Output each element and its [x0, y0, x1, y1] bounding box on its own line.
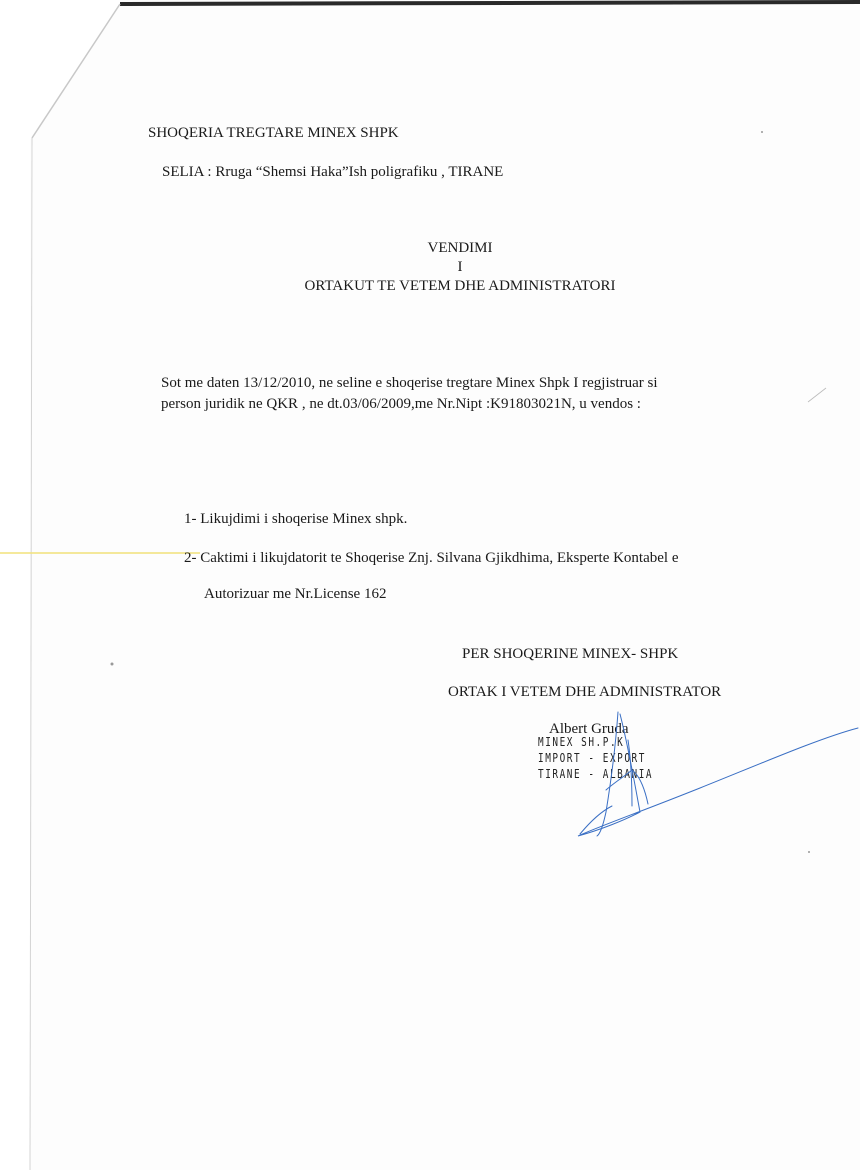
company-name: SHOQERIA TREGTARE MINEX SHPK [148, 125, 399, 141]
signoff-role: ORTAK I VETEM DHE ADMINISTRATOR [448, 684, 722, 700]
company-address: SELIA : Rruga “Shemsi Haka”Ish poligrafiku , TIRANE [162, 164, 504, 180]
decision-subtitle: ORTAKUT TE VETEM DHE ADMINISTRATORI [304, 278, 616, 294]
decision-title: VENDIMI [427, 240, 493, 256]
decision-item-2: 2- Caktimi i likujdatorit te Shoqerise Znj. Silvana Gjikdhima, Eksperte Kontabel e [184, 550, 679, 566]
stamp-line-2: IMPORT - EXPORT [538, 751, 646, 765]
signatory-name: Albert Gruda [549, 721, 629, 737]
signoff-company: PER SHOQERINE MINEX- SHPK [462, 646, 679, 662]
company-stamp [538, 734, 653, 782]
stamp-line-3: TIRANE - ALBANIA [538, 767, 654, 781]
stamp-line-1: MINEX SH.P.K [538, 735, 625, 749]
decision-item-2-continued: Autorizuar me Nr.License 162 [204, 586, 387, 602]
body-text-line-2: person juridik ne QKR , ne dt.03/06/2009,me Nr.Nipt :K91803021N, u vendos : [161, 396, 641, 412]
decision-title-connector: I [457, 259, 463, 275]
decision-item-1: 1- Likujdimi i shoqerise Minex shpk. [184, 511, 408, 527]
body-text-line-1: Sot me daten 13/12/2010, ne seline e shoqerise tregtare Minex Shpk I regjistruar si [161, 375, 658, 391]
